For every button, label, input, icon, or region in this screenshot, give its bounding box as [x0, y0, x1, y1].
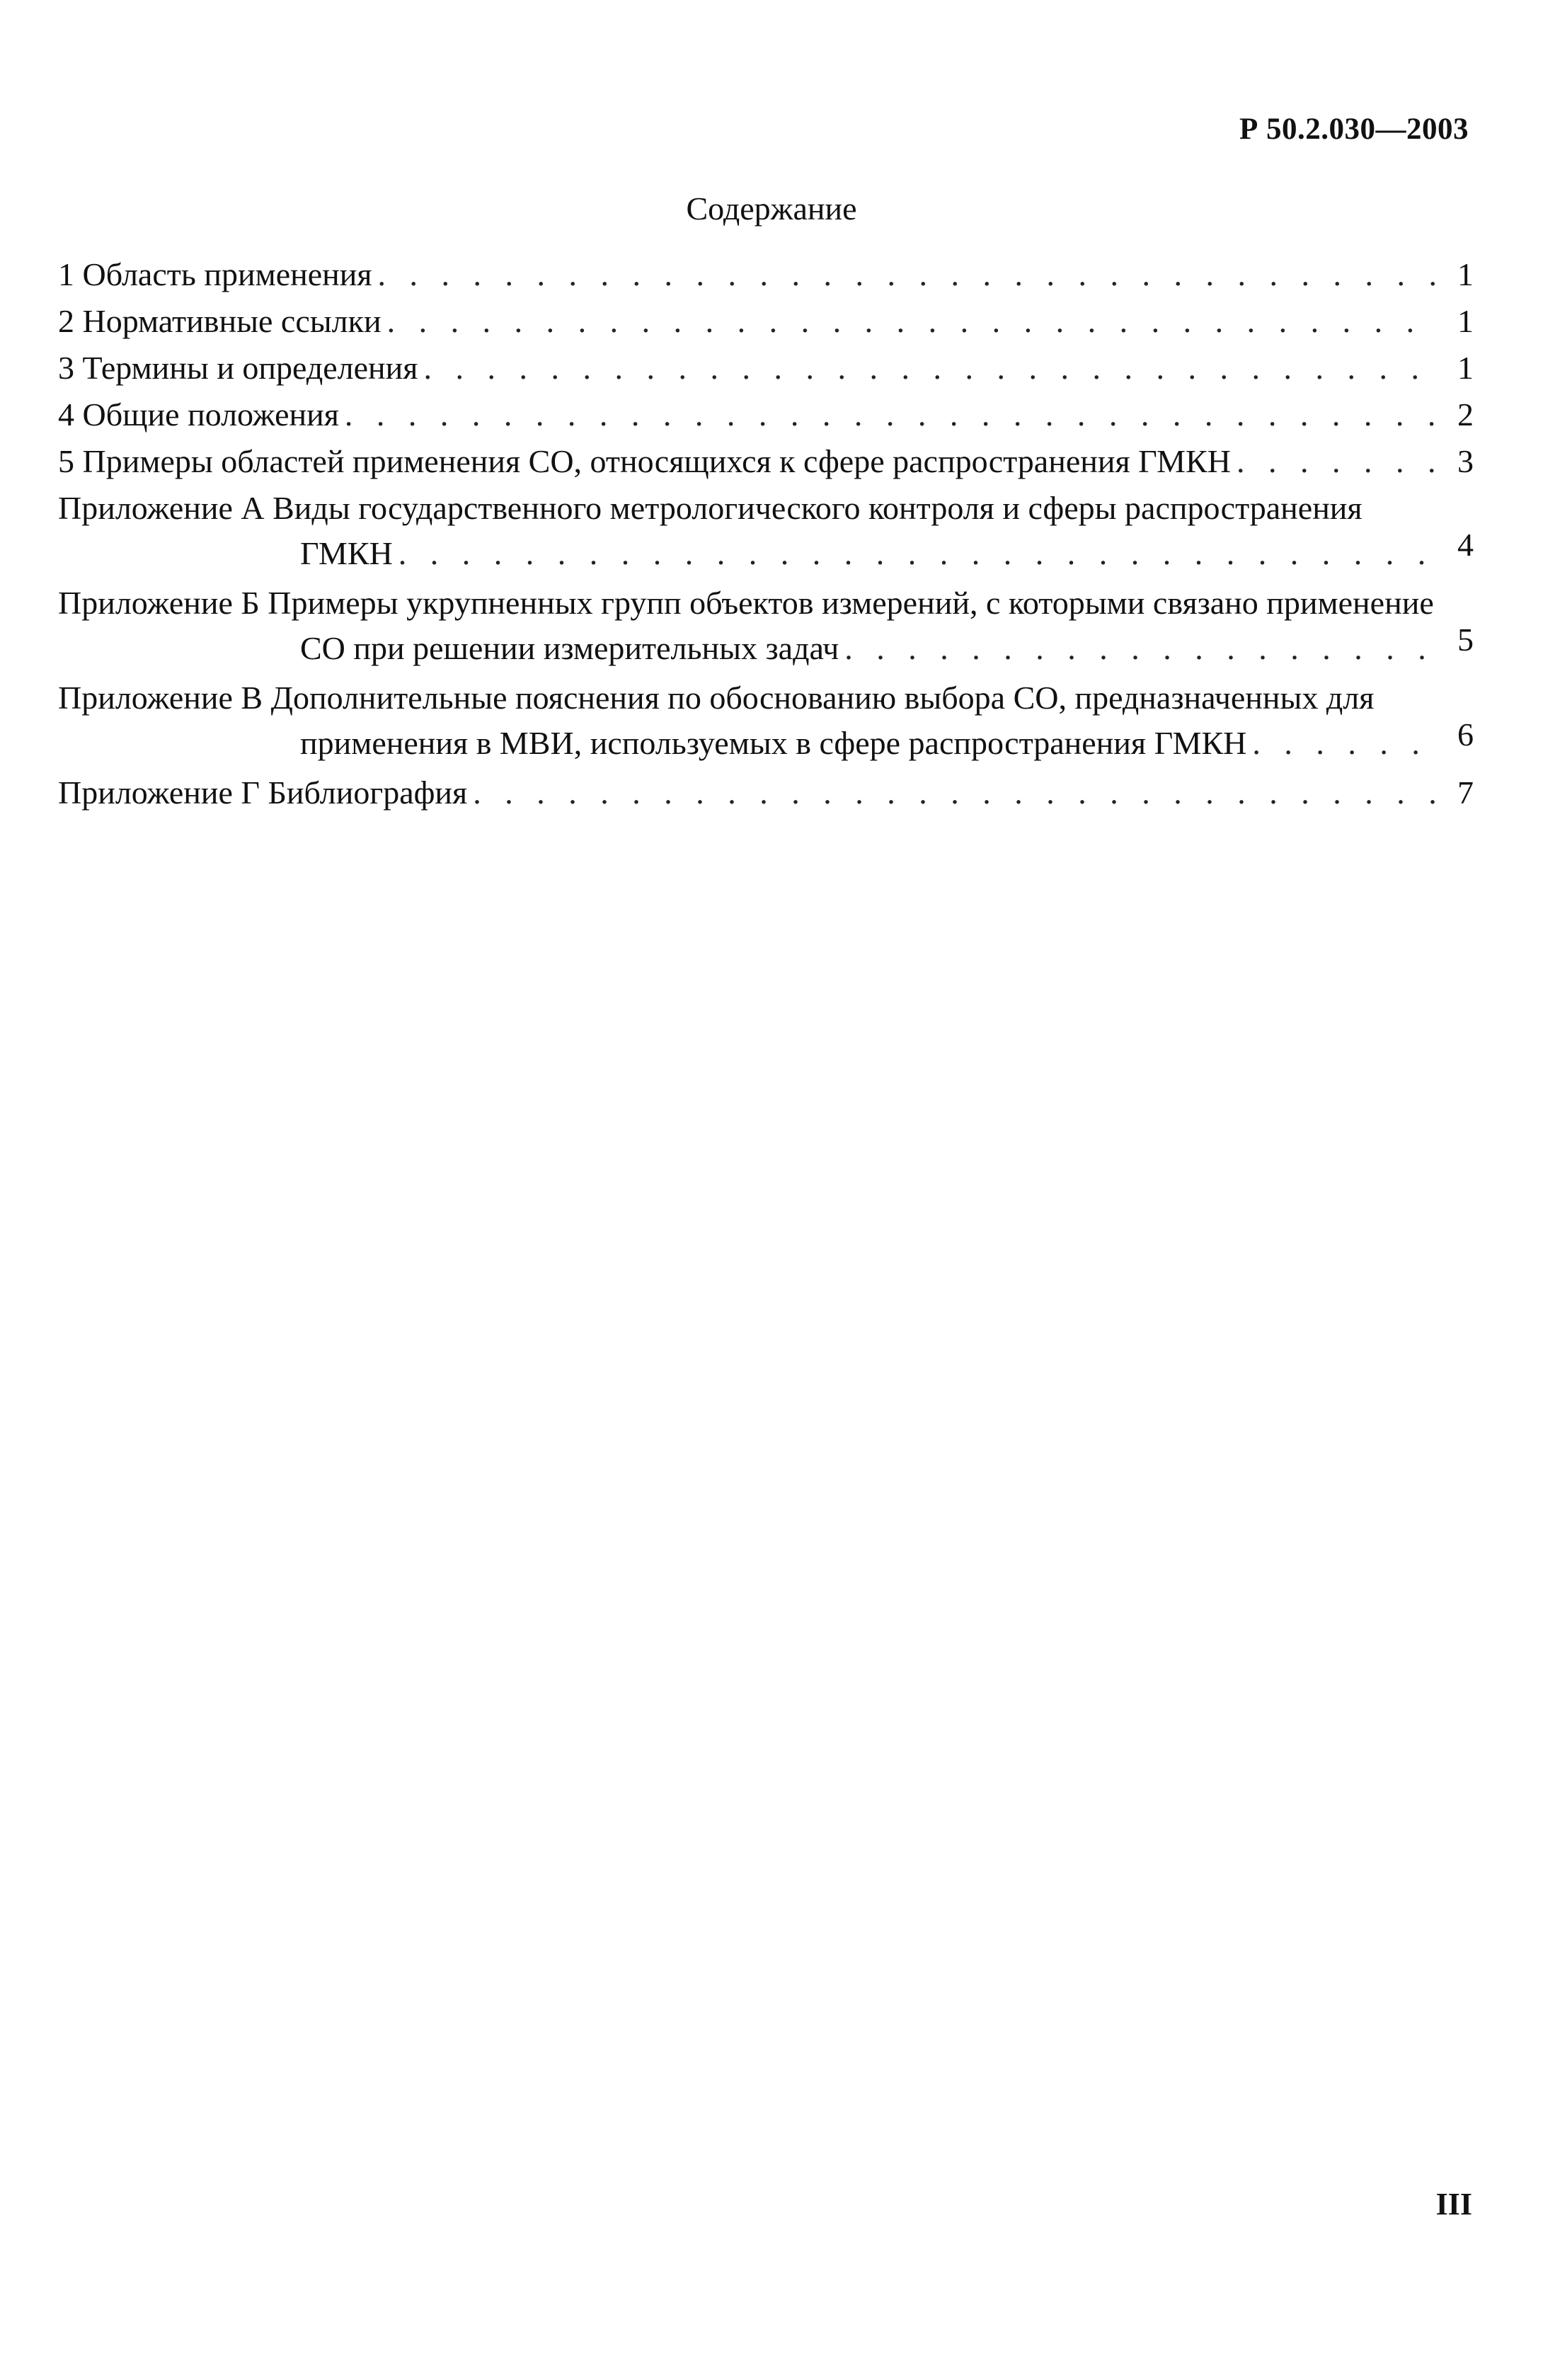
toc-entry[interactable] [58, 392, 1474, 439]
toc-entry[interactable] [58, 252, 1474, 299]
toc-entry-text-cont: ГМКН [300, 535, 393, 571]
toc-entry-text: Приложение Б Примеры укрупненных групп объектов измерений, с которыми связано применение [58, 585, 1434, 621]
toc-entry-text: 4 Общие положения [58, 396, 339, 433]
toc-entry[interactable] [58, 439, 1474, 486]
table-of-contents [58, 252, 1474, 817]
toc-entry-text: 2 Нормативные ссылки [58, 303, 382, 339]
toc-entry-first-line [58, 580, 1474, 626]
toc-title: Содержание [686, 190, 857, 227]
toc-entry-first-line [58, 486, 1474, 531]
toc-entry-appendix-v[interactable] [58, 675, 1474, 770]
toc-page-number: 1 [1457, 303, 1474, 339]
toc-entry-text: Приложение Г Библиография [58, 774, 468, 811]
toc-entry[interactable] [58, 345, 1474, 392]
toc-entry-text-cont: применения в МВИ, используемых в сфере распространения ГМКН [300, 725, 1247, 761]
page-number-footer: III [1435, 2187, 1472, 2221]
toc-entry-continuation [58, 527, 1474, 576]
toc-entry[interactable] [58, 770, 1474, 817]
toc-entry-text-cont: СО при решении измерительных задач [300, 630, 839, 666]
toc-page-number: 6 [1457, 716, 1474, 753]
dot-leader [345, 392, 1435, 437]
toc-entry-appendix-a[interactable] [58, 486, 1474, 580]
dot-leader [387, 299, 1435, 344]
document-designation: Р 50.2.030—2003 [1239, 113, 1469, 146]
toc-entry-text: 1 Область применения [58, 256, 372, 292]
dot-leader [473, 770, 1435, 816]
toc-entry-text: Приложение А Виды государственного метрологического контроля и сферы распространения [58, 490, 1363, 526]
toc-entry-text: 5 Примеры областей применения СО, относящихся к сфере распространения ГМКН [58, 443, 1231, 479]
toc-entry-text: Приложение В Дополнительные пояснения по обоснованию выбора СО, предназначенных для [58, 680, 1375, 716]
toc-page-number: 7 [1457, 774, 1474, 811]
toc-entry[interactable] [58, 299, 1474, 345]
dot-leader [378, 252, 1435, 297]
toc-page-number: 5 [1457, 622, 1474, 658]
dot-leader [844, 626, 1435, 671]
toc-entry-continuation [58, 622, 1474, 671]
toc-entry-continuation [58, 716, 1474, 766]
toc-page-number: 1 [1457, 256, 1474, 292]
dot-leader [1237, 439, 1435, 484]
dot-leader [1252, 721, 1435, 766]
toc-page-number: 2 [1457, 396, 1474, 433]
toc-page-number: 4 [1457, 527, 1474, 563]
toc-entry-appendix-b[interactable] [58, 580, 1474, 675]
dot-leader [423, 345, 1435, 391]
toc-page-number: 1 [1457, 350, 1474, 386]
toc-entry-first-line [58, 675, 1474, 721]
dot-leader [398, 531, 1435, 576]
toc-page-number: 3 [1457, 443, 1474, 479]
toc-entry-text: 3 Термины и определения [58, 350, 418, 386]
